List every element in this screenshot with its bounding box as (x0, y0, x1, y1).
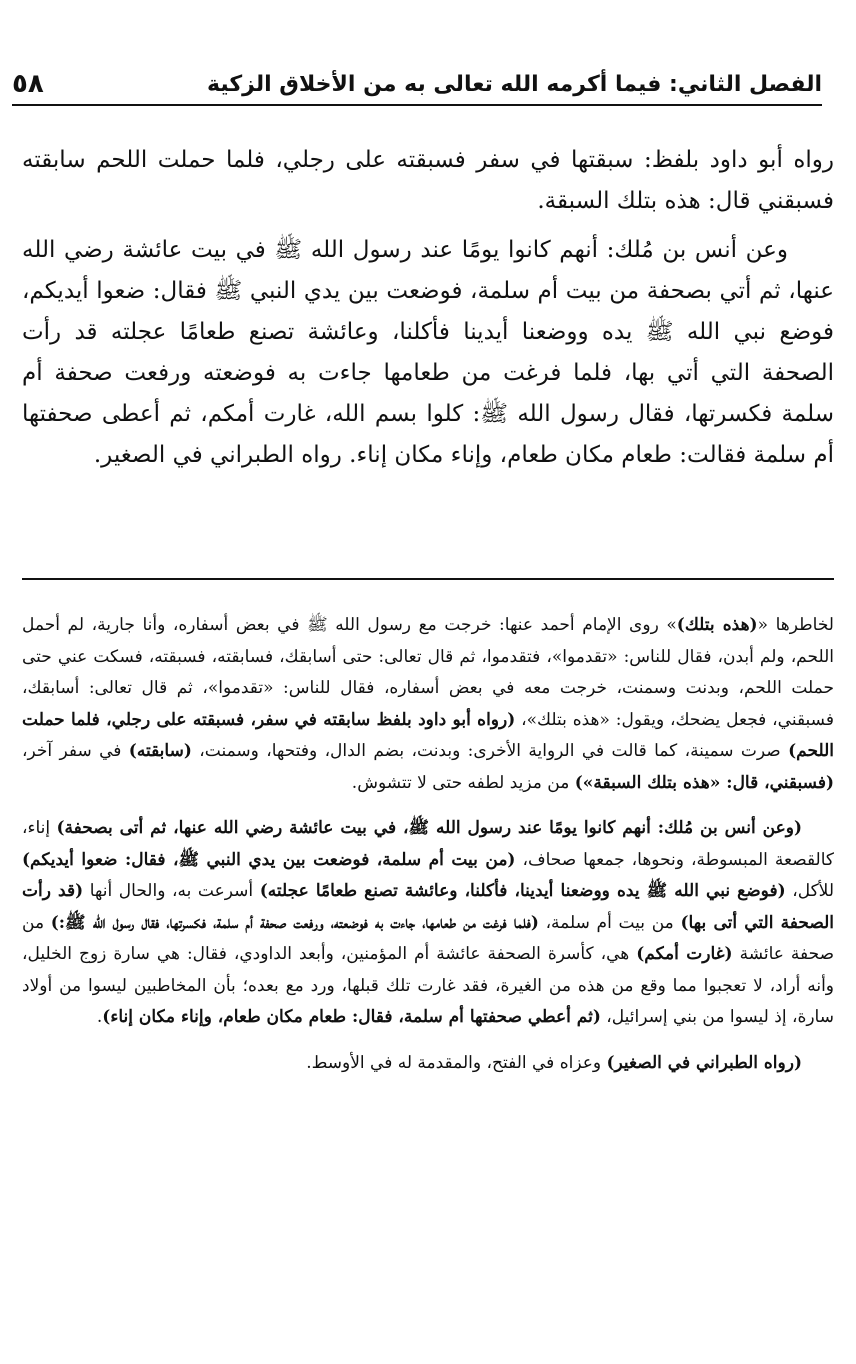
footnote-quote: (غارت أمكم) (636, 944, 733, 964)
main-paragraph: وعن أنس بن مُلك: أنهم كانوا يومًا عند رسول الله ﷺ في بيت عائشة رضي الله عنها، ثم أتي بصحفة من بيت أم سلمة، فوضعت بين يدي النبي ﷺ فقال: ضعوا أيديكم، فوضع نبي الله ﷺ يده ووضعنا أيدينا فأكلنا، وعائشة تصنع طعامًا عجلته قد رأت الصحفة التي أتي بها، فلما فرغت من طعامها جاءت به فوضعته ورفعت صحفة أم سلمة فكسرتها، فقال رسول الله ﷺ: كلوا بسم الله، غارت أمكم، ثم أعطى صحفتها أم سلمة فقالت: طعام مكان طعام، وإناء مكان إناء. رواه الطبراني في الصغير. (22, 237, 834, 468)
footnote-quote: (فسبقني، قال: «هذه بتلك السبقة») (574, 772, 834, 793)
footnote-paragraph (22, 813, 834, 1034)
footnote-text: » روى الإمام أحمد عنها: خرجت مع رسول الله ﷺ في بعض أسفاره، وأنا جارية، لم أحمل اللحم، ولم أبدن، فقال للناس: «تقدموا»، فتقدموا، ثم قال تعالى: حتى أسابقك، فسابقته، فسبقته، فسكت عني حتى حملت اللحم، وبدنت وسمنت، خرجت معه في بعض أسفاره، فقال للناس: «تقدموا»، ثم قال تعالى: أسابقك، فسبقني، فجعل يضحك، ويقول: «هذه بتلك»، (22, 615, 834, 730)
running-header (12, 64, 822, 106)
footnote-text: من مزيد لطفه حتى لا تتشوش. (351, 772, 575, 793)
footnote-quote: (رواه أبو داود بلفظ سابقته في سفر، فسبقته على رجلي، فلما حملت اللحم) (22, 709, 834, 761)
footnote-quote: (هذه بتلك) (676, 615, 758, 635)
main-text (22, 140, 834, 484)
footnote-text: أسرعت به، والحال أنها (83, 881, 260, 901)
footnote-quote: (من بيت أم سلمة، فوضعت بين يدي النبي ﷺ، فقال: ضعوا أيديكم) (22, 849, 516, 870)
footnote-text: هي، كأسرة الصحفة عائشة أم المؤمنين، وأبعد الداودي، فقال: هي سارة زوج الخليل، وأنه أراد، لا تعجبوا مما وقع من هذه من الغيرة، فقد غارت تلك قبلها، ورد مع بعده؛ بأن المخاطبين ليسوا من أولاد سارة، إذ ليسوا من بني إسرائيل، (22, 944, 834, 1027)
footnote-text: لخاطرها « (757, 615, 834, 635)
footnote-quote: (وعن أنس بن مُلك: أنهم كانوا يومًا عند رسول الله ﷺ، في بيت عائشة رضي الله عنها، ثم أتى بصحفة) (56, 818, 802, 838)
footnote-text: في سفر آخر، (22, 741, 129, 761)
main-paragraph: رواه أبو داود بلفظ: سبقتها في سفر فسبقته على رجلي، فلما حملت اللحم سابقته فسبقني قال: هذه بتلك السبقة. (22, 147, 834, 214)
footnote-text: صرت سمينة، كما قالت في الرواية الأخرى: وبدنت، بضم الدال، وفتحها، وسمنت، (191, 741, 789, 761)
footnote-quote: (فلما فرغت من طعامها، جاءت به فوضعته، ورفعت صحفة أم سلمة، فكسرتها، فقال رسول الله ﷺ:) (50, 912, 539, 933)
footnote-quote: (قد رأت الصحفة التي أتى بها) (22, 881, 834, 933)
footnote-quote: (ثم أعطي صحفتها أم سلمة، فقال: طعام مكان طعام، وإناء مكان إناء) (102, 1007, 601, 1027)
footnote-text: . (96, 1007, 103, 1027)
footnote-text: من بيت أم سلمة، (538, 912, 681, 933)
page-number: ٥٨ (12, 69, 44, 99)
footnote-quote: (رواه الطبراني في الصغير) (606, 1052, 802, 1073)
chapter-title: الفصل الثاني: فيما أكرمه الله تعالى به من الأخلاق الزكية (207, 71, 822, 97)
footnote-paragraph (22, 610, 834, 799)
footnote-paragraph (22, 1048, 834, 1080)
footnote-text: وعزاه في الفتح، والمقدمة له في الأوسط. (306, 1052, 607, 1073)
footnote-divider (22, 578, 834, 580)
footnotes (22, 610, 834, 1093)
footnote-text: للأكل، (785, 881, 834, 901)
footnote-text: إناء، كالقصعة المبسوطة، ونحوها، جمعها صحاف، (22, 818, 834, 870)
footnote-quote: (سابقته) (128, 741, 192, 761)
footnote-text: من صحفة عائشة (22, 912, 835, 964)
footnote-quote: (فوضع نبي الله ﷺ يده ووضعنا أيدينا، فأكلنا، وعائشة تصنع طعامًا عجلته) (259, 881, 786, 901)
